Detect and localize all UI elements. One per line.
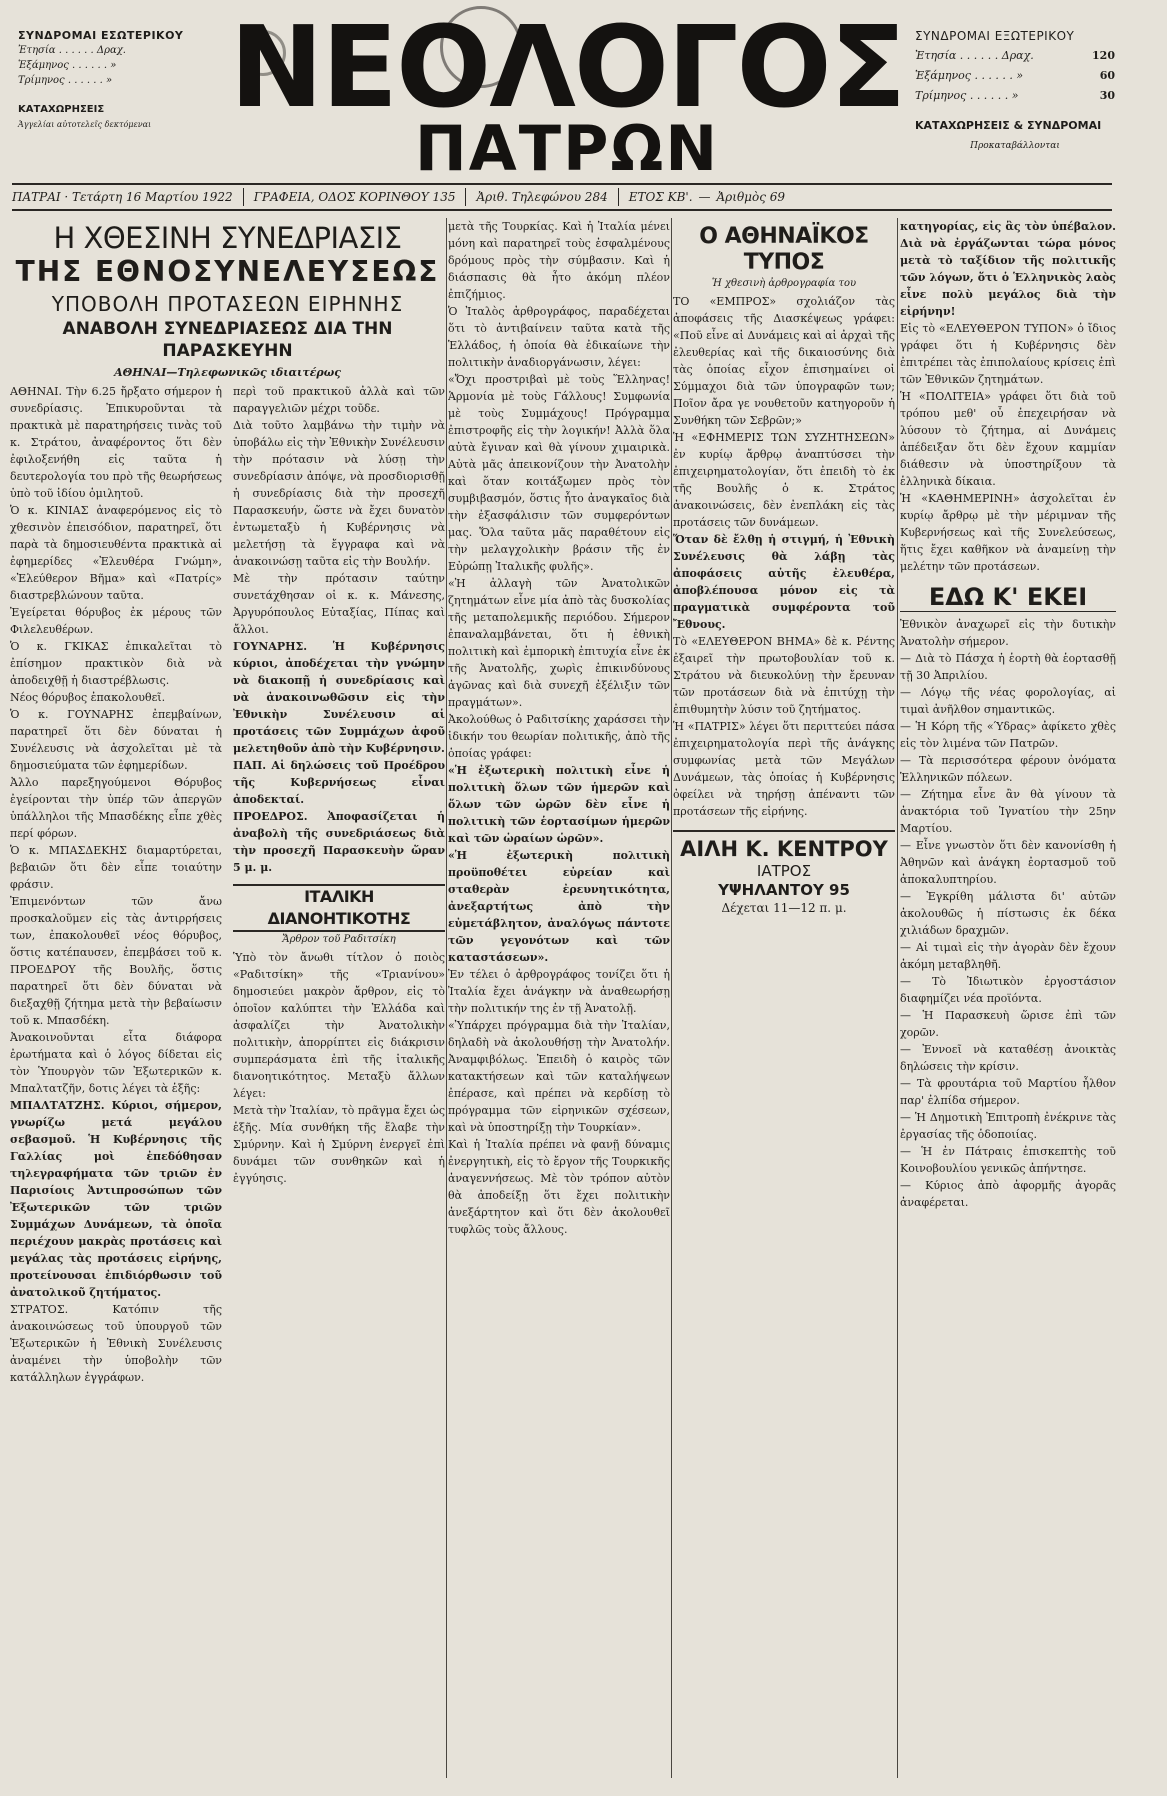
news-item: — Ἡ Δημοτικὴ Ἐπιτροπὴ ἐνέκρινε τὰς ἐργασίας τῆς ὁδοποιίας. (900, 1111, 1116, 1141)
domestic-subscriptions-heading: ΣΥΝΔΡΟΜΑΙ ΕΣΩΤΕΡΙΚΟΥ (18, 29, 184, 42)
city-date: ΠΑΤΡΑΙ · Τετάρτη 16 Μαρτίου 1922 (12, 190, 233, 204)
domestic-subscriptions (18, 28, 203, 132)
article-paragraph: Διὰ τοῦτο λαμβάνω τὴν τιμὴν νὰ ὑποβάλω εἰς τὴν Ἐθνικὴν Συνέλευσιν τὴν πρότασιν νὰ λύσῃ τὴν συνεδρίασιν ἀπόψε, νὰ προσδιορισθῇ ἡ συνεδρίασις διὰ τὴν προσεχῆ Παρασκευήν, ὥστε νὰ ἔχει δυνατὸν ἐντωμεταξὺ ἡ Κυβέρνησις νὰ μελετήσῃ τὰ ἔγγραφα καὶ νὰ ἀνακοινώσῃ ταῦτα εἰς τὴν Βουλήν. (233, 419, 445, 568)
dateline-separator (618, 188, 619, 206)
article-paragraph: Ἐγείρεται θόρυβος ἐκ μέρους τῶν Φιλελευθέρων. (10, 606, 222, 636)
column-rule (897, 218, 898, 1778)
ad-doctor-name: ΑΙΛΗ Κ. ΚΕΝΤΡΟΥ (680, 837, 888, 861)
lead-headline-3: ΥΠΟΒΟΛΗ ΠΡΟΤΑΣΕΩΝ ΕΙΡΗΝΗΣ (51, 292, 404, 316)
article-paragraph: Ὁ κ. ΓΚΙΚΑΣ ἐπικαλεῖται τὸ ἐπίσημον πρακτικὸν διὰ νὰ ἀποδειχθῇ ἡ διαστρέβλωσις. (10, 640, 222, 687)
article-paragraph: ΣΤΡΑΤΟΣ. Κατόπιν τῆς ἀνακοινώσεως τοῦ ὑπουργοῦ τῶν Ἐξωτερικῶν ἡ Ἐθνικὴ Συνέλευσις ἀναμένει τὴν ὑποβολὴν τῶν κατάλληλων ἐγγράφων. (10, 1303, 222, 1384)
news-item: — Ἡ Παρασκευὴ ὥρισε ἐπὶ τῶν χορῶν. (900, 1009, 1116, 1039)
lead-article (10, 218, 445, 1788)
foreign-rate-semiannual-label: Ἑξάμηνος . . . . . . » (915, 69, 1024, 82)
athens-press-article (673, 218, 895, 1788)
dateline-separator (465, 188, 466, 206)
news-item: — Ἡ ἐν Πάτραις ἐπισκεπτὴς τοῦ Κοινοβουλίου γενικῶς ἀπήντησε. (900, 1145, 1116, 1175)
issue-number: Ἀριθμὸς 69 (716, 190, 785, 204)
news-item: — Ἐννοεῖ νὰ καταθέσῃ ἀνοικτὰς δηλώσεις τὴν κρίσιν. (900, 1043, 1116, 1073)
article-paragraph: Ἐν τέλει ὁ ἀρθρογράφος τονίζει ὅτι ἡ Ἰταλία ἔχει ἀνάγκην νὰ ἀναθεωρήσῃ τὴν πολιτικήν της ἐν τῇ Ἀνατολῇ. (448, 968, 670, 1015)
article-paragraph: Εἰς τὸ «ΕΛΕΥΘΕΡΟΝ ΤΥΠΟΝ» ὁ ἴδιος γράφει ὅτι ἡ Κυβέρνησις δὲν ἐπιτρέπει τὰς ἐπιπολαίους κρίσεις ἐπὶ τῶν Ἐθνικῶν ζητημάτων. (900, 322, 1116, 386)
column-rule (671, 218, 672, 1778)
foreign-rate-annual-value: 120 (1092, 49, 1115, 62)
news-item: — Ζήτημα εἶνε ἂν θὰ γίνουν τὰ ἀνακτόρια τοῦ Ἰγνατίου τὴν 25ην Μαρτίου. (900, 788, 1116, 835)
article-paragraph: Ἀλλο παρεξηγούμενοι Θόρυβος ἐγείρονται τὴν ὑπέρ τῶν ἀπεργῶν ὑπάλληλοι τῆς Μπασδέκης εἶπε χθὲς περί φόρων. (10, 776, 222, 840)
lead-headline-4: ΑΝΑΒΟΛΗ ΣΥΝΕΔΡΙΑΣΕΩΣ ΔΙΑ ΤΗΝ ΠΑΡΑΣΚΕΥΗΝ (62, 319, 393, 361)
article-paragraph: Ἀνακοινοῦνται εἶτα διάφορα ἐρωτήματα καὶ ὁ λόγος δίδεται εἰς τὸν Ὑπουργὸν τῶν Ἐξωτερικῶν κ. Μπαλτατζῆν, δοτις λέγει τὰ ἑξῆς: (10, 1031, 222, 1095)
doctor-advertisement (673, 830, 895, 916)
article-paragraph: Ἡ «ΠΟΛΙΤΕΙΑ» γράφει ὅτι διὰ τοῦ τρόπου μεθ' οὗ ἐπεχειρήσαν νὰ λύσουν τὸ ζήτημα, αἱ Δυνάμεις ἀπέδειξαν ὅτι δὲν ἔχουν καμμίαν διάθεσιν νὰ ὑποστηρίξουν τὰ ἑλληνικὰ δίκαια. (900, 390, 1116, 488)
press-and-notes-column (900, 218, 1116, 1788)
domestic-rate-quarterly: Τρίμηνος . . . . . . » (18, 75, 113, 86)
article-paragraph: Ἡ «ΕΦΗΜΕΡΙΣ ΤΩΝ ΣΥΖΗΤΗΣΕΩΝ» ἐν κυρίῳ ἄρθρῳ ἀναπτύσσει τὴν ἐπιχειρηματολογίαν, ὅτι ἐπειδὴ τὸ ἐκ τῆς Βουλῆς ὁ κ. Στράτος ἀνακοινώσεις, δὲν ἐνεπλάκη εἰς τὰς προτάσεις τῶν δυνάμεων. (673, 431, 895, 529)
article-paragraph: ΤΟ «ΕΜΠΡΟΣ» σχολιάζον τὰς ἀποφάσεις τῆς Διασκέψεως γράφει: «Ποῦ εἶνε αἱ Δυνάμεις καὶ αἱ ἀρχαὶ τῆς ἐλευθερίας καὶ τῆς δικαιοσύνης διὰ τὰς ὁποίας εἶχον ἐπισημαίνει οἱ Σύμμαχοι διὰ τῶν ὑπογραφῶν των; Ποῖον ἄρα γε νουθετοῦν κατηγοροῦν ἡ Συνθήκη τῶν Σεβρῶν;» (673, 295, 895, 427)
article-paragraph: Μετὰ τὴν Ἰταλίαν, τὸ πρᾶγμα ἔχει ὡς ἑξῆς. Μία συνθήκη τῆς ἔλαβε τὴν Σμύρνην. Καὶ ἡ Σμύρνη ἐνεργεῖ ἐπὶ δυνάμει τῶν συνθηκῶν καὶ ἡ ἐγγύησις. (233, 1104, 445, 1185)
article-paragraph: «Ὄχι προστριβαὶ μὲ τοὺς Ἕλληνας! Ἁρμονία μὲ τοὺς Γάλλους! Συμφωνία μὲ τοὺς Συμμάχους! Πρόγραμμα ἐπιστροφῆς εἰς τὴν λογικήν! Ἀλλὰ ὅλα αὐτὰ ἔγιναν καὶ θὰ γίνουν χιμαιρικὰ. Αὐτὰ μᾶς ἀπεικονίζουν τὴν Ἀνατολὴν καὶ ὅταν κοιτάξωμεν πρὸς τὸν συμβιβασμόν, ὅστις ἦτο ἀναγκαῖος διὰ τὴν ἐξασφάλισιν τῶν συμφερόντων μας. Ὅλα ταῦτα μᾶς παραθέτουν εἰς τὴν μελαγχολικὴν βράσιν τῆς ἐν Εὐρώπῃ Ἰταλικῆς φυλῆς». (448, 373, 670, 573)
news-item: — Κύριος ἀπὸ ἀφορμῆς ἀγορᾶς ἀναφέρεται. (900, 1179, 1116, 1209)
news-item: Ἐθνικὸν ἀναχωρεῖ εἰς τὴν δυτικὴν Ἀνατολὴν σήμερον. (900, 618, 1116, 648)
foreign-rate-semiannual (915, 66, 1115, 86)
ad-address: ΥΨΗΛΑΝΤΟΥ 95 (718, 881, 850, 899)
foreign-subscriptions-heading: ΣΥΝΔΡΟΜΑΙ ΕΞΩΤΕΡΙΚΟΥ (915, 29, 1075, 43)
news-item: — Τὰ περισσότερα φέρουν ὀνόματα Ἑλληνικῶν πόλεων. (900, 754, 1116, 784)
lead-dateline: ΑΘΗΝΑΙ—Τηλεφωνικῶς ιδιαιτέρως (114, 366, 341, 379)
athens-press-subhead: Ἡ χθεσινὴ ἀρθρογραφία του (711, 278, 857, 289)
lead-article-right-column (233, 383, 445, 1386)
domestic-inserts-note: Ἀγγελίαι αὐτοτελεῖς δεκτόμεναι (18, 120, 152, 129)
article-paragraph: Ἐπιμενόντων τῶν ἄνω προσκαλοῦμεν εἰς τὰς ἀντιρρήσεις των, ἐπακολουθεῖ νέος θόρυβος, ὅστις κατέπαυσεν, ἐπεμβάσει τοῦ κ. ΠΡΟΕΔΡΟΥ τῆς Βουλῆς, ὅστις παρατηρεῖ ὅτι δὲν δύναται νὰ διεξαχθῇ ζήτημα μετὰ τὴν βεβαίωσιν τοῦ κ. Μπασδέκη. (10, 895, 222, 1027)
italian-article-continuation (448, 218, 670, 1788)
article-paragraph: περὶ τοῦ πρακτικοῦ ἀλλὰ καὶ τῶν παραγγελιῶν μέχρι τοῦδε. (233, 385, 445, 415)
foreign-inserts-note: Προκαταβάλλονται (970, 141, 1060, 151)
article-paragraph: Ἡ «ΚΑΘΗΜΕΡΙΝΗ» ἀσχολεῖται ἐν κυρίῳ ἄρθρῳ μὲ τὴν μέριμναν τῆς Κυβερνήσεως καὶ τῆς Συνελεύσεως, ἥτις ἔχει καθῆκον νὰ ἀναμείνῃ τὴν μελέτην τῶν προτάσεων. (900, 492, 1116, 573)
news-item: — Αἱ τιμαὶ εἰς τὴν ἀγορὰν δὲν ἔχουν ἀκόμη μεταβληθῆ. (900, 941, 1116, 971)
lead-headline-2: ΤΗΣ ΕΘΝΟΣΥΝΕΛΕΥΣΕΩΣ (15, 255, 440, 288)
ad-profession: ΙΑΤΡΟΣ (756, 862, 812, 880)
article-paragraph: Ἡ «ΠΑΤΡΙΣ» λέγει ὅτι περιττεύει πάσα ἐπιχειρηματολογία περὶ τῆς ἀνάγκης συμφωνίας μετὰ τῶν Μεγάλων Δυνάμεων, τὰς ὁποίας ἡ Κυβέρνησις ὀφείλει νὰ τηρήσῃ ἀπέναντι τῶν προτάσεων τῆς εἰρήνης. (673, 720, 895, 818)
article-paragraph: Τὸ «ΕΛΕΥΘΕΡΟΝ ΒΗΜΑ» δὲ κ. Ρέντης ἐξαιρεῖ τὴν πρωτοβουλίαν τοῦ κ. Στράτου νὰ διευκολύνῃ τὴν ἔρευναν τῶν προτάσεων διὰ νὰ ἐπιτύχῃ τὴν ἐπιθυμητὴν λύσιν τοῦ ζητήματος. (673, 635, 895, 716)
italian-article-subhead: Ἄρθρον τοῦ Ραδιτσίκη (282, 934, 396, 945)
article-paragraph: Μὲ τὴν πρότασιν ταύτην συνετάχθησαν οἱ κ. κ. Μάνεσης, Ἀργυρόπουλος Εὐταξίας, Πίπας καὶ ἄλλοι. (233, 572, 445, 636)
news-item: — Τὸ Ἰδιωτικὸν ἐργοστάσιον διαφημίζει νέα προϊόντα. (900, 975, 1116, 1005)
lead-headline-1: Η ΧΘΕΣΙΝΗ ΣΥΝΕΔΡΙΑΣΙΣ (53, 221, 402, 255)
article-paragraph: ΠΑΠ. Αἱ δηλώσεις τοῦ Προέδρου τῆς Κυβερνήσεως εἶναι ἀποδεκταί. (233, 759, 445, 806)
article-paragraph: ΜΠΑΛΤΑΤΖΗΣ. Κύριοι, σήμερον, γνωρίζω μετά μεγάλου σεβασμοῦ. Ἡ Κυβέρνησις τῆς Γαλλίας μοὶ ἐπεδόθησαν τηλεγραφήματα τῶν τριῶν ἐν Παρισίοις Ἀντιπροσώπων τῶν Ἐξωτερικῶν τῶν τριῶν Συμμάχων Δυνάμεων, τὰ ὁποῖα περιέχουν μακρὰς προτάσεις καὶ μεγάλας τὰς προτάσεις εἰρήνης, προτείνουσαι ἐπιδιόρθωσιν τοῦ ἀνατολικοῦ ζητήματος. (10, 1099, 222, 1299)
foreign-rate-quarterly (915, 86, 1115, 106)
athens-press-headline: Ο ΑΘΗΝΑΪΚΟΣ ΤΥΠΟΣ (699, 224, 869, 275)
article-paragraph: Ὑπὸ τὸν ἄνωθι τίτλον ὁ ποιὸς «Ραδιτσίκη» τῆς «Τριανίνου» δημοσιεύει μακρὸν ἄρθρον, εἰς τὸ ὁποῖον καλύπτει τὴν Ἑλλάδα καὶ ἀσφαλίζει τὴν Ἀνατολικὴν πολιτικὴν, ἀπορρίπτει εἰς διάκρισιν συμπεράσματα ἐπὶ τῆς ἰταλικῆς διανοητικότητος. Μεταξὺ ἄλλων λέγει: (233, 951, 445, 1100)
dateline-separator (243, 188, 244, 206)
offices-address: ΓΡΑΦΕΙΑ, ΟΔΟΣ ΚΟΡΙΝΘΟΥ 135 (253, 190, 456, 204)
article-paragraph: «Ἡ ἐξωτερικὴ πολιτικὴ εἶνε ἡ πολιτικὴ ὅλων τῶν ἡμερῶν καὶ ὅλων τῶν ὡρῶν δὲν εἶνε ἡ πολιτικὴ τῶν ἑορτασίμων ἡμερῶν καὶ τῶν ὡραίων ὡρῶν». (448, 764, 670, 845)
article-paragraph: Ὁ Ἰταλὸς ἀρθρογράφος, παραδέχεται ὅτι τὸ ἀντιβαίνειν ταῦτα κατὰ τῆς Ἑλλάδος, ἡ ὁποία θὰ ἐδικαίωνε τὴν πολιτικὴν ἀναδιοργάνωσιν, λέγει: (448, 305, 670, 369)
masthead (0, 0, 1167, 205)
here-and-there-headline: ΕΔΩ Κ' ΕΚΕΙ (900, 583, 1116, 612)
article-paragraph: Ὅταν δὲ ἔλθῃ ἡ στιγμή, ἡ Ἐθνικὴ Συνέλευσις θὰ λάβῃ τὰς ἀποφάσεις αὐτῆς ἐλευθέρα, ἀποβλέπουσα μόνον εἰς τὰ πραγματικὰ συμφέροντα τοῦ Ἔθνους. (673, 533, 895, 631)
article-paragraph: Ὁ κ. ΚΙΝΙΑΣ ἀναφερόμενος εἰς τὸ χθεσινὸν ἐπεισόδιον, παρατηρεῖ, ὅτι παρὰ τὰ δημοσιευθέντα πρακτικὰ αἱ ἐφημερίδες «Ἐλευθέρα Γνώμη», «Ἐλεύθερον Βῆμα» καὶ «Πατρίς» διαστρεβλώνουν ταῦτα. (10, 504, 222, 602)
article-paragraph: Ἀκολούθως ὁ Ραδιτσίκης χαράσσει τὴν ἰδικήν του θεωρίαν πολιτικῆς, ἀπὸ τῆς ὁποίας γράφει: (448, 713, 670, 760)
foreign-rate-annual (915, 46, 1115, 66)
article-paragraph: «Ἡ ἀλλαγὴ τῶν Ἀνατολικῶν ζητημάτων εἶνε μία ἀπὸ τὰς δυσκολίας τῆς μεταπολεμικῆς περιόδου. Σήμερον ἐπαναλαμβάνεται, ὅτι ἡ ἐθνικὴ πολιτικὴ καὶ ἐμπορικὴ ἐπιτυχία εἶνε ἐκ τῆς Ἀνατολῆς, χωρὶς ἐπικινδύνους ἀγῶνας καὶ διὰ συνεχῆ ἐξέλιξιν τῶν πραγμάτων». (448, 577, 670, 709)
news-item: — Εἶνε γνωστὸν ὅτι δὲν κανονίσθη ἡ Ἀθηνῶν καὶ ἀνάγκη ἐορτασμοῦ τοῦ ἀποκαλυπτηρίου. (900, 839, 1116, 886)
italian-article-headline: ΙΤΑΛΙΚΗ ΔΙΑΝΟΗΤΙΚΟΤΗΣ (233, 884, 445, 932)
dateline-bar: ΠΑΤΡΑΙ · Τετάρτη 16 Μαρτίου 1922 ΓΡΑΦΕΙΑ, ΟΔΟΣ ΚΟΡΙΝΘΟΥ 135 Ἀριθ. Τηλεφώνου 284 ΕΤΟΣ ΚΒ'. — Ἀριθμὸς 69 (12, 183, 1112, 211)
newspaper-title: ΝΕΟΛΟΓΟΣ (229, 3, 905, 133)
volume-year: ΕΤΟΣ ΚΒ'. (628, 190, 693, 204)
article-paragraph: μετὰ τῆς Τουρκίας. Καὶ ἡ Ἰταλία μένει μόνη καὶ παρατηρεῖ τοὺς ἐσφαλμένους δρόμους πρὸς τὴν σύμβασιν. Καὶ ἡ διάσπασις θὰ ἦτο ἀκόμη πλέον ἐπιζήμιος. (448, 220, 670, 301)
foreign-rate-quarterly-label: Τρίμηνος . . . . . . » (915, 89, 1019, 102)
foreign-rate-annual-label: Ἐτησία . . . . . . Δραχ. (915, 49, 1034, 62)
news-item: — Ἐγκρίθη μάλιστα δι' αὐτῶν ἀκολουθῶς ἡ πίστωσις ἐκ δέκα χιλιάδων δραχμῶν. (900, 890, 1116, 937)
newspaper-subtitle: ΠΑΤΡΩΝ (414, 112, 720, 185)
ad-hours: Δέχεται 11—12 π. μ. (721, 901, 847, 915)
article-paragraph: «Ὑπάρχει πρόγραμμα διὰ τὴν Ἰταλίαν, δηλαδὴ νὰ ἀκολουθήσῃ τὴν Ἀνατολήν. Ἀναμφιβόλως. Ἐπειδὴ ὁ καιρὸς τῶν κατακτήσεων καὶ τῶν καταλήψεων ἐπέρασε, καὶ πρέπει νὰ κερδίσῃ τὸ πρόγραμμα τῶν εἰρηνικῶν σχέσεων, καὶ νὰ ὑποστηρίξῃ τὴν Τουρκίαν». (448, 1019, 670, 1134)
lead-article-left-column (10, 383, 222, 1386)
column-rule (446, 218, 447, 1778)
foreign-subscriptions (915, 26, 1115, 156)
article-paragraph: ΠΡΟΕΔΡΟΣ. Ἀποφασίζεται ἡ ἀναβολὴ τῆς συνεδριάσεως διὰ τὴν προσεχῆ Παρασκευὴν ὥραν 5 μ. μ. (233, 810, 445, 874)
article-paragraph: Νέος θόρυβος ἐπακολουθεῖ. (10, 691, 166, 704)
article-paragraph: Ὁ κ. ΜΠΑΣΔΕΚΗΣ διαμαρτύρεται, βεβαιῶν ὅτι δὲν εἶπε τοιαύτην φράσιν. (10, 844, 222, 891)
domestic-rate-annual: Ἐτησία . . . . . . Δραχ. (18, 45, 126, 56)
article-paragraph: ΓΟΥΝΑΡΗΣ. Ἡ Κυβέρνησις κύριοι, ἀποδέχεται τὴν γνώμην νὰ διακοπῇ ἡ συνεδρίασις καὶ νὰ ἀνακοινωθῶσιν εἰς τὴν Ἐθνικὴν Συνέλευσιν αἱ προτάσεις τῶν Συμμάχων ἀφοῦ μελετηθοῦν ἀπὸ τὴν Κυβέρνησιν. (233, 640, 445, 755)
article-paragraph: κατηγορίας, εἰς ἃς τὸν ὑπέβαλον. Διὰ νὰ ἐργάζωνται τώρα μόνος μετὰ τὸ ταξίδιον τῆς πολιτικῆς τῶν λόγων, ὅτι ὁ Ἑλληνικὸς λαὸς εἶνε πολὺ μεγάλος διὰ τὴν εἰρήνην! (900, 220, 1116, 318)
news-item: — Λόγῳ τῆς νέας φορολογίας, αἱ τιμαὶ ἀνῆλθον σημαντικῶς. (900, 686, 1116, 716)
news-item: — Ἡ Κόρη τῆς «Ύδρας» ἀφίκετο χθὲς εἰς τὸν λιμένα τῶν Πατρῶν. (900, 720, 1116, 750)
foreign-rate-quarterly-value: 30 (1099, 89, 1115, 102)
article-paragraph: «Ἡ ἐξωτερικὴ πολιτικὴ προϋποθέτει εὐρείαν καὶ σταθερὰν ἐρευνητικότητα, ἀνεξαρτήτως ἀπὸ τὴν εὐμετάβλητον, ἀναλόγως πάντοτε τῶν γεγονότων καὶ τῶν καταστάσεων». (448, 849, 670, 964)
foreign-rate-semiannual-value: 60 (1099, 69, 1115, 82)
article-paragraph: Καὶ ἡ Ἰταλία πρέπει νὰ φανῇ δύναμις ἐνεργητικὴ, εἰς τὸ ἔργον τῆς Τουρκικῆς ἀναγεννήσεως. Μὲ τὸν τρόπον αὐτὸν θὰ ἀποδείξῃ ὅτι ἔχει πολιτικὴν ἀνεξάρτητον καὶ ὅτι δὲν ἀκολουθεῖ τυφλῶς τοὺς ἄλλους. (448, 1138, 670, 1236)
news-item: — Τὰ φρουτάρια τοῦ Μαρτίου ἦλθον παρ' ἐλπίδα σήμερον. (900, 1077, 1116, 1107)
article-paragraph: ΑΘΗΝΑΙ. Τὴν 6.25 ἤρξατο σήμερον ἡ συνεδρίασις. Ἐπικυροῦνται τὰ πρακτικὰ μὲ παρατηρήσεις τινὰς τοῦ κ. Στράτου, ἀναφέροντος ὅτι δὲν ἐφιλοξενήθη εἰς ταῦτα ἡ δευτερολογία του πρὸ τῆς θεωρήσεως ὑπὸ τοῦ ἰδίου ὁμιλητοῦ. (10, 385, 222, 500)
news-item: — Διὰ τὸ Πάσχα ἡ ἑορτὴ θὰ ἑορτασθῇ τῇ 30 Ἀπριλίου. (900, 652, 1116, 682)
lead-article-body (10, 383, 445, 1386)
article-paragraph: Ὁ κ. ΓΟΥΝΑΡΗΣ ἐπεμβαίνων, παρατηρεῖ ὅτι δὲν δύναται ἡ Συνέλευσις νὰ ἀσχολεῖται μὲ τὰ δημοσιεύματα τῶν ἐφημερίδων. (10, 708, 222, 772)
domestic-inserts-heading: ΚΑΤΑΧΩΡΗΣΕΙΣ (18, 104, 105, 115)
foreign-inserts-heading: ΚΑΤΑΧΩΡΗΣΕΙΣ & ΣΥΝΔΡΟΜΑΙ (915, 119, 1102, 132)
phone-number: Ἀριθ. Τηλεφώνου 284 (476, 190, 608, 204)
domestic-rate-semiannual: Ἑξάμηνος . . . . . . » (18, 60, 117, 71)
